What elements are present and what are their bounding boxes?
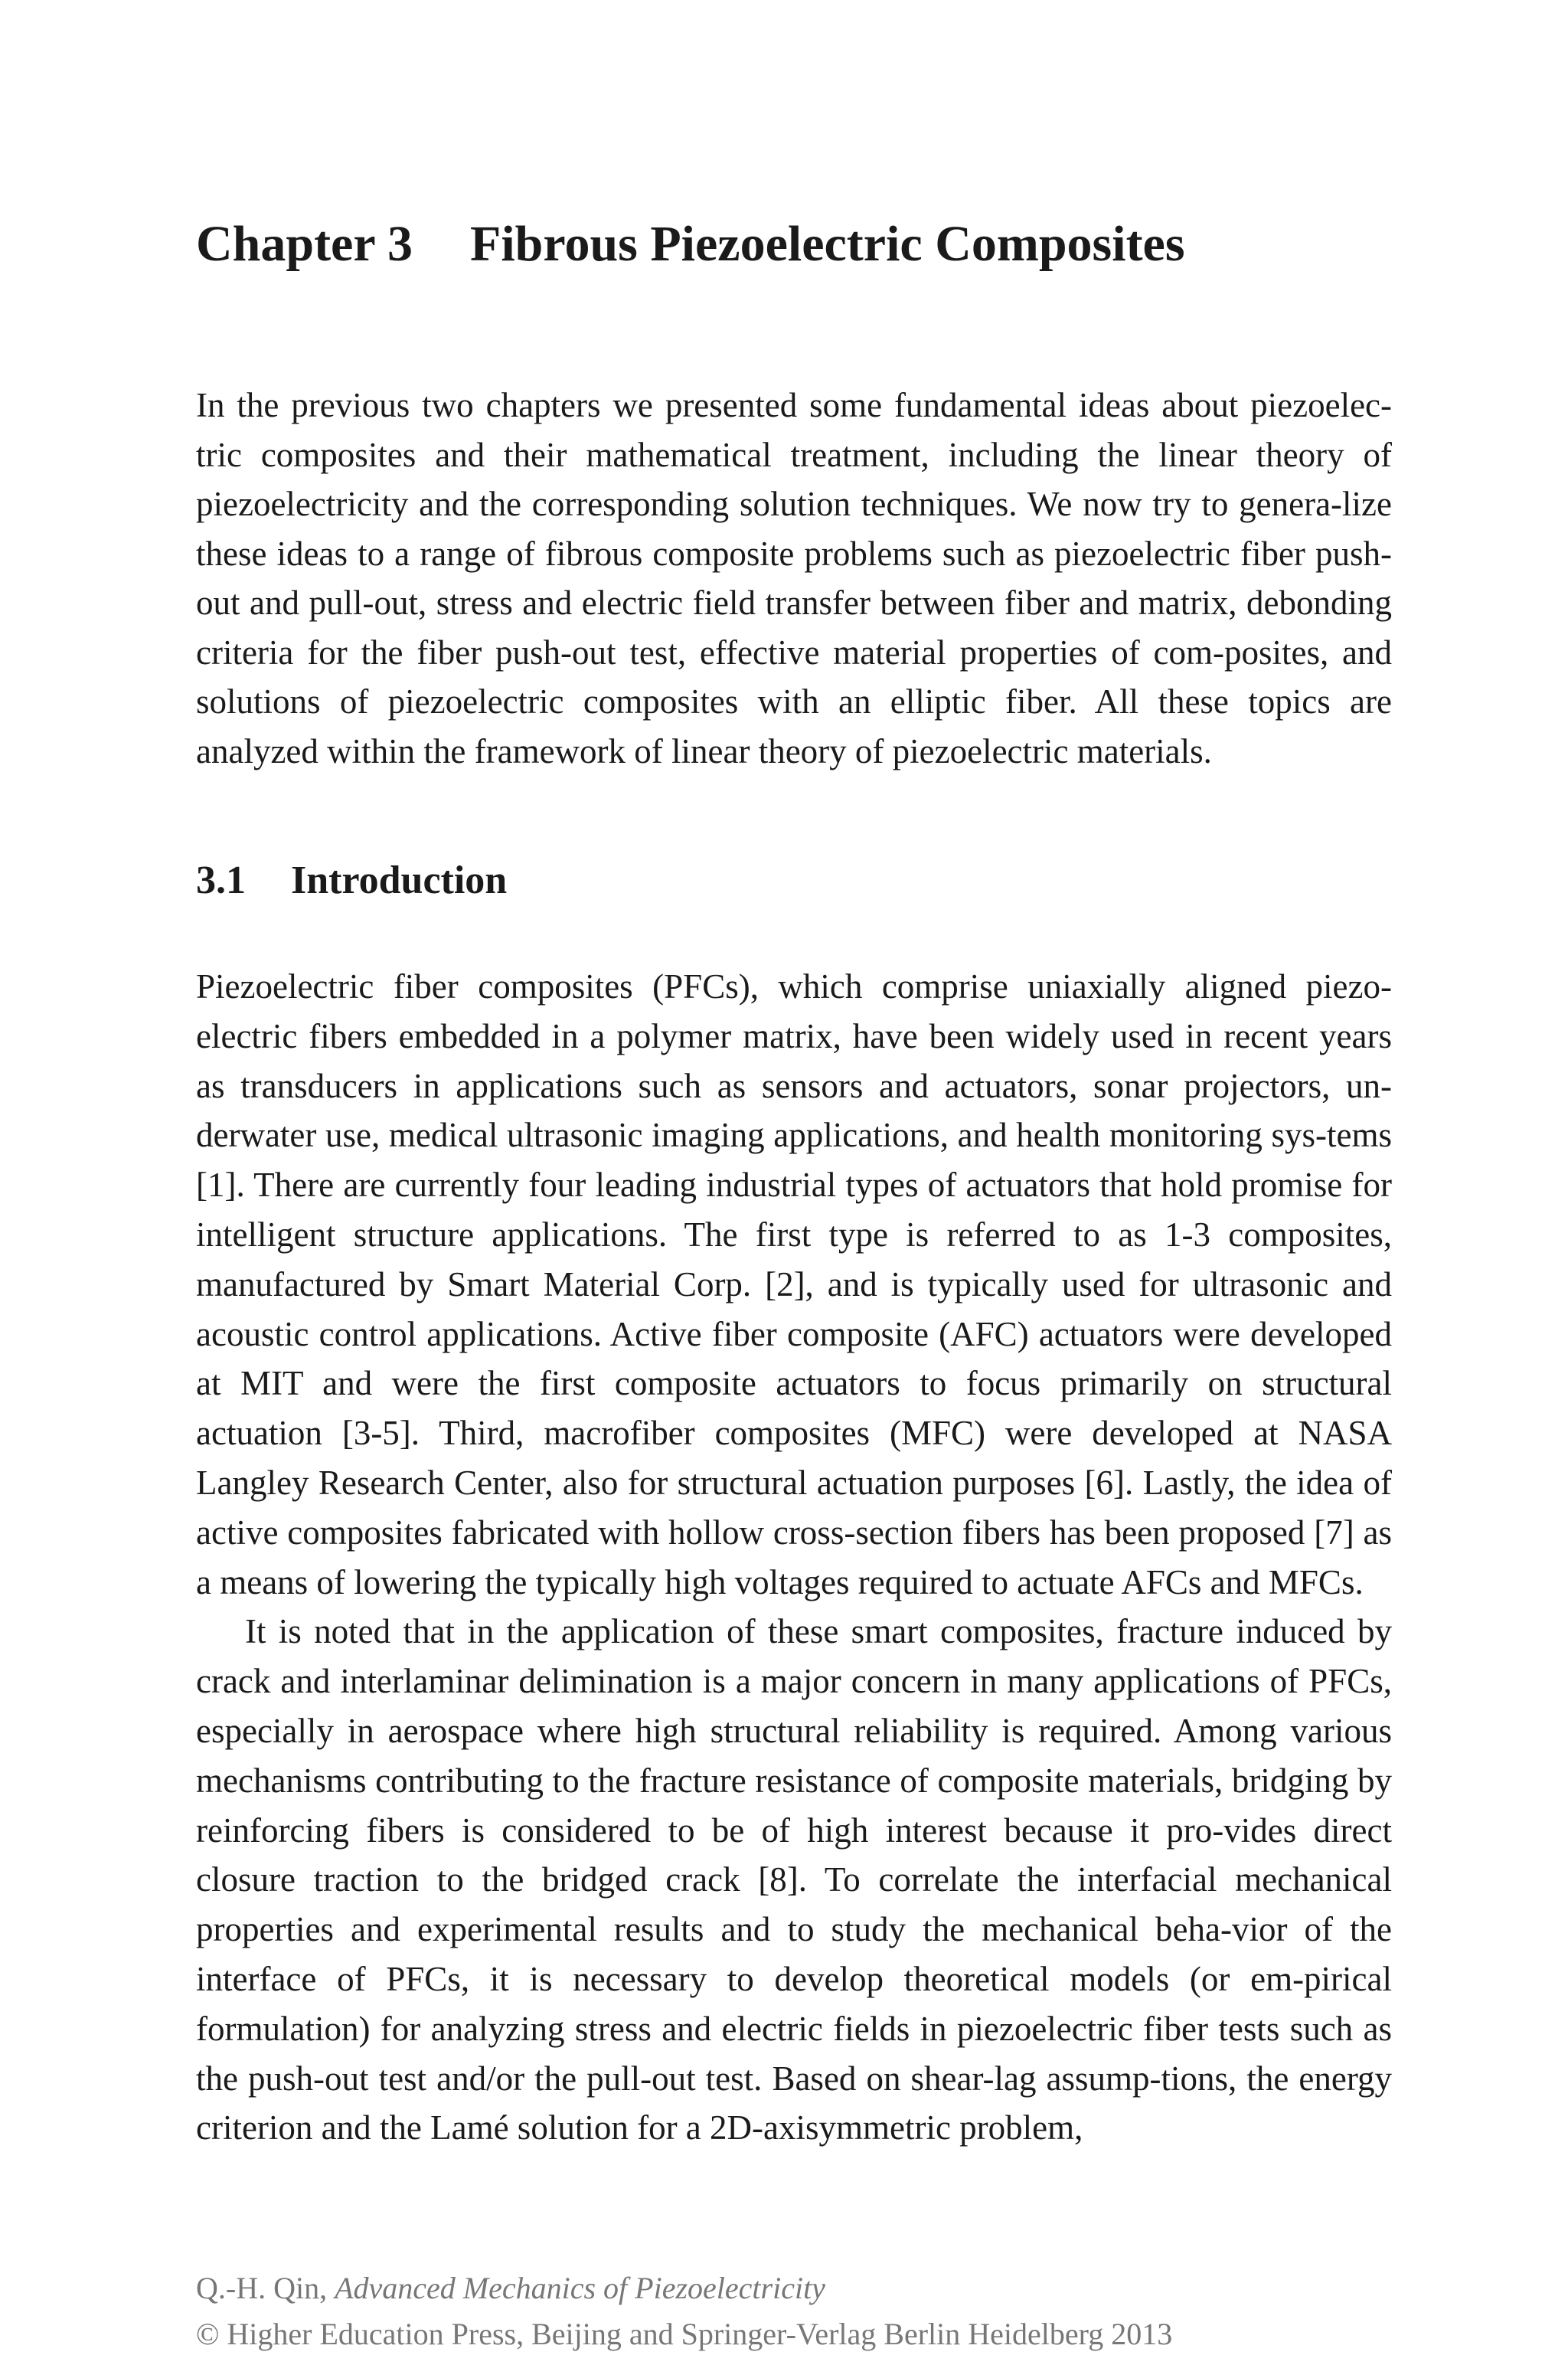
chapter-number: Chapter 3 xyxy=(196,216,413,272)
citation-line xyxy=(196,2265,1172,2311)
page-footer xyxy=(196,2265,1172,2357)
section-number: 3.1 xyxy=(196,859,246,902)
section-name: Introduction xyxy=(291,859,508,902)
footer-book-title: Advanced Mechanics of Piezoelectricity xyxy=(335,2271,825,2305)
chapter-title xyxy=(196,216,1185,272)
chapter-name: Fibrous Piezoelectric Composites xyxy=(470,216,1185,272)
footer-copyright: © Higher Education Press, Beijing and Springer-Verlag Berlin Heidelberg 2013 xyxy=(196,2317,1173,2351)
paragraph: Piezoelectric fiber composites (PFCs), which comprise uniaxially aligned piezo-electric fibers embedded in a polymer matrix, have been widely used in recent years as transducers in applications such as sensors and actuators, sonar projectors, un-derwater use, medical ultrasonic imaging applications, and health monitoring sys-tems [1]. There are currently four leading industrial types of actuators that hold promise for intelligent structure applications. The first type is referred to as 1-3 composites, manufactured by Smart Material Corp. [2], and is typically used for ultrasonic and acoustic control applications. Active fiber composite (AFC) actuators were developed at MIT and were the first composite actuators to focus primarily on structural actuation [3-5]. Third, macrofiber composites (MFC) were developed at NASA Langley Research Center, also for structural actuation purposes [6]. Lastly, the idea of active composites fabricated with hollow cross-section fibers has been proposed [7] as a means of lowering the typically high voltages required to actuate AFCs and MFCs. xyxy=(196,967,1392,1601)
footer-author: Q.-H. Qin, xyxy=(196,2271,328,2305)
body-text xyxy=(196,962,1392,2153)
section-heading xyxy=(196,861,507,901)
paragraph: It is noted that in the application of these smart composites, fracture induced by crack and interlaminar delimination is a major concern in many applications of PFCs, especially in aerospace where high structural reliability is required. Among various mechanisms contributing to the fracture resistance of composite materials, bridging by reinforcing fibers is considered to be of high interest because it pro-vides direct closure traction to the bridged crack [8]. To correlate the interfacial mechanical properties and experimental results and to study the mechanical beha-vior of the interface of PFCs, it is necessary to develop theoretical models (or em-pirical formulation) for analyzing stress and electric fields in piezoelectric fiber tests such as the push-out test and/or the pull-out test. Based on shear-lag assump-tions, the energy criterion and the Lamé solution for a 2D-axisymmetric problem, xyxy=(196,1612,1392,2147)
chapter-abstract: In the previous two chapters we presented some fundamental ideas about piezoelec-tric composites and their mathematical treatment, including the linear theory of piezoelectricity and the corresponding solution techniques. We now try to genera-lize these ideas to a range of fibrous composite problems such as piezoelectric fiber push-out and pull-out, stress and electric field transfer between fiber and matrix, debonding criteria for the fiber push-out test, effective material properties of com-posites, and solutions of piezoelectric composites with an elliptic fiber. All these topics are analyzed within the framework of linear theory of piezoelectric materials. xyxy=(196,386,1392,770)
